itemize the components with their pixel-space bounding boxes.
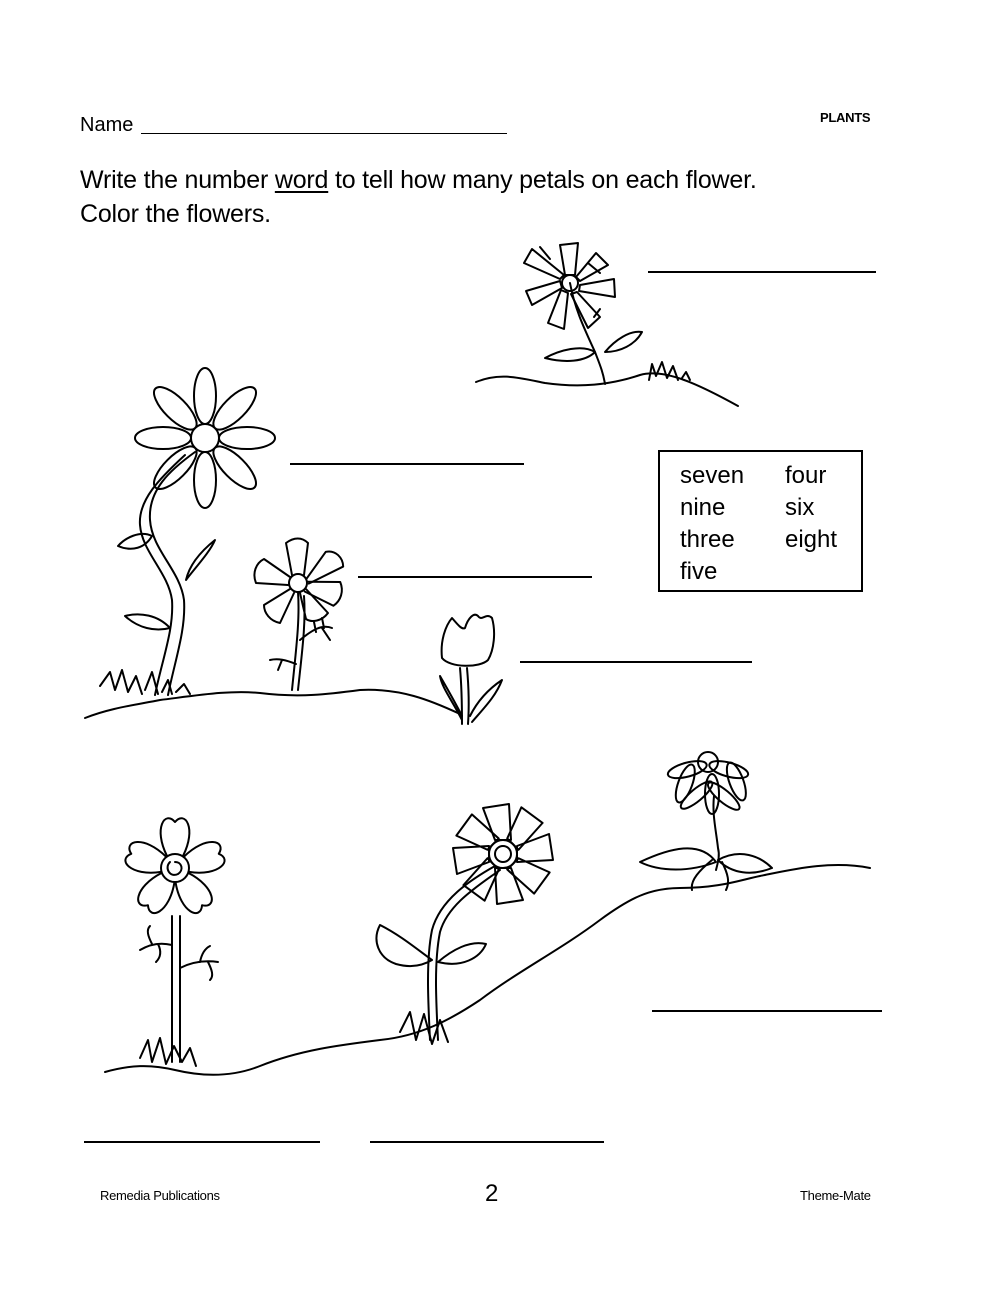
word-bank-word: six <box>785 494 815 521</box>
word-bank-word: seven <box>680 462 745 489</box>
answer-line-small-flower[interactable] <box>358 576 592 578</box>
answer-line-pinwheel[interactable] <box>370 1141 604 1143</box>
topic-title: PLANTS <box>820 110 871 125</box>
answer-line-large-daisy[interactable] <box>290 463 524 465</box>
flower-pinwheel <box>377 804 553 1044</box>
name-label: Name <box>80 114 134 136</box>
answer-line-daisy-hill[interactable] <box>652 1010 882 1012</box>
word-bank-column-1 <box>680 460 744 588</box>
word-bank-word: four <box>785 462 827 489</box>
flower-heart-petals <box>123 818 227 1066</box>
instruction-emphasis: word <box>274 166 329 194</box>
word-bank-word: five <box>680 558 718 585</box>
answer-line-heart-flower[interactable] <box>84 1141 320 1143</box>
flower-daisy-large <box>85 368 460 718</box>
instruction-line-2: Color the flowers. <box>80 200 271 228</box>
answer-line-tulip[interactable] <box>520 661 752 663</box>
word-bank-word: nine <box>680 494 726 521</box>
flower-small-six <box>254 539 347 691</box>
instruction-text: to tell how many petals on each flower. <box>328 166 757 194</box>
flower-top-right <box>476 243 738 406</box>
flower-tulip <box>440 615 502 724</box>
footer-publisher: Remedia Publications <box>100 1188 220 1203</box>
word-bank-word: three <box>680 526 735 553</box>
word-bank-word: eight <box>785 526 838 553</box>
footer-series: Theme-Mate <box>800 1188 871 1203</box>
instruction-text: Write the number <box>80 166 275 194</box>
flower-daisy-hill <box>105 752 870 1075</box>
page-number: 2 <box>485 1180 499 1207</box>
word-bank <box>658 450 863 592</box>
word-bank-column-2 <box>785 460 837 556</box>
answer-line-top-right-flower[interactable] <box>648 271 876 273</box>
